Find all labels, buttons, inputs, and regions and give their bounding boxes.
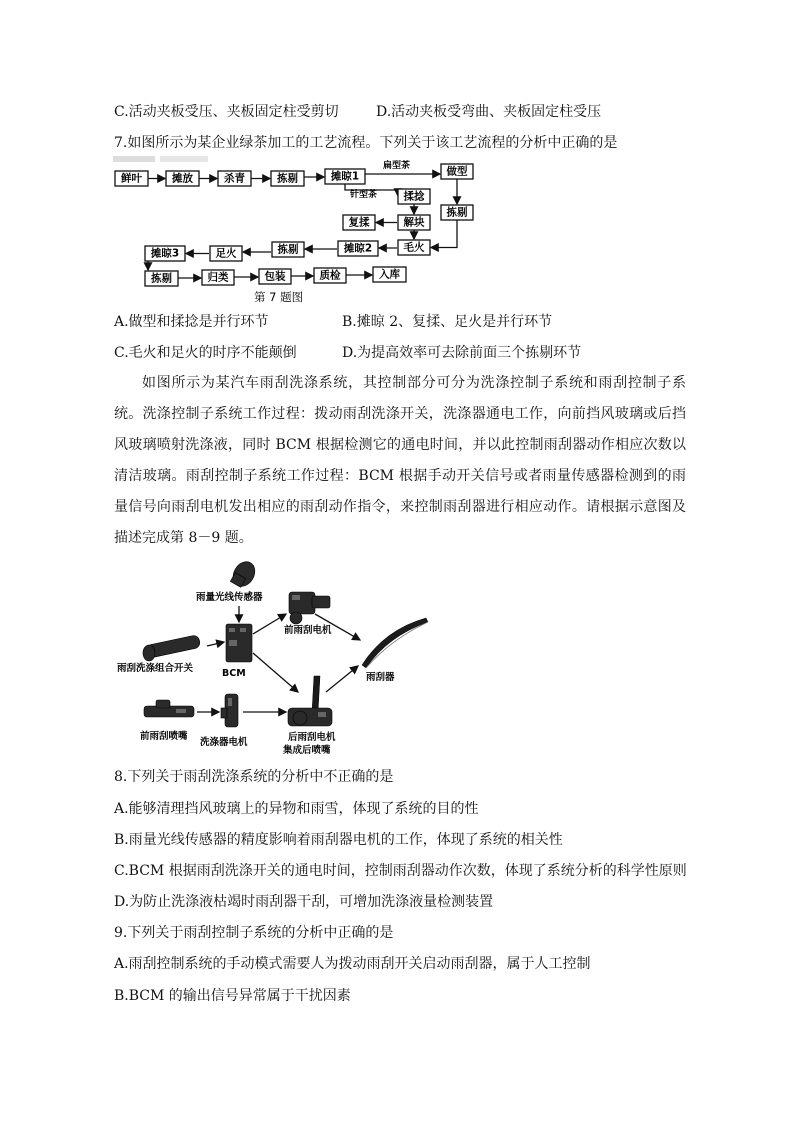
step-ruku — [373, 267, 406, 282]
step-jianbie-1 — [271, 171, 304, 186]
q7-option-d: D.为提高效率可去除前面三个拣剔环节 — [342, 345, 582, 361]
svg-text:拣剔: 拣剔 — [446, 206, 468, 219]
label-zhenxingcha: 针型茶 — [350, 190, 378, 200]
step-zuhuo — [210, 246, 242, 261]
wiper-system-diagram — [112, 555, 442, 760]
q6-option-d: D.活动夹板受弯曲、夹板固定柱受压 — [376, 104, 602, 120]
q7-option-b: B.摊晾 2、复揉、足火是并行环节 — [342, 314, 553, 330]
step-zhijian — [314, 268, 346, 283]
svg-text:拣剔: 拣剔 — [151, 272, 172, 285]
step-shaqing — [218, 171, 251, 186]
svg-text:归类: 归类 — [207, 271, 229, 284]
q9-stem: 9.下列关于雨刮控制子系统的分析中正确的是 — [114, 925, 394, 941]
label-front-nozzle: 前雨刮喷嘴 — [140, 731, 188, 742]
label-bianxingcha: 扁型茶 — [383, 161, 411, 171]
svg-text:杀青: 杀青 — [224, 172, 245, 185]
svg-text:包装: 包装 — [264, 270, 286, 283]
q8-option-d: D.为防止洗涤液枯竭时雨刮器干刮，可增加洗涤液量检测装置 — [114, 894, 494, 910]
rear-wiper-motor-image — [288, 676, 332, 726]
svg-text:毛火: 毛火 — [403, 241, 425, 254]
step-xianye — [115, 171, 148, 186]
combination-switch-image — [143, 635, 201, 661]
svg-text:摊放: 摊放 — [172, 172, 193, 185]
intro-paragraph: 如图所示为某汽车雨刮洗涤系统，其控制部分可分为洗涤控制子系统和雨刮控制子系统。洗涤控制子系统工作过程：拨动雨刮洗涤开关，洗涤器通电工作，向前挡风玻璃或后挡风玻璃喷射洗涤液，同时 BCM 根据检测它的通电时间，并以此控制雨刮器动作相应次数以清洁玻璃。雨刮控制子系统工作过程：BCM 根据手动开关信号或者雨量传感器检测到的雨量信号向雨刮电机发出相应的雨刮动作指令，来控制雨刮器进行相应动作。请根据示意图及描述完成第 8－9 题。 — [114, 375, 686, 546]
step-tanfang — [166, 171, 199, 186]
step-rounian — [398, 189, 430, 204]
step-baozhuang — [259, 269, 291, 284]
svg-text:揉捻: 揉捻 — [403, 190, 425, 203]
svg-text:足火: 足火 — [215, 247, 237, 260]
svg-text:拣剔: 拣剔 — [277, 243, 299, 256]
step-furou — [343, 215, 375, 230]
step-jianbie-2 — [441, 205, 473, 220]
label-front-motor: 前雨刮电机 — [284, 625, 332, 636]
step-jianbie-3 — [272, 242, 304, 257]
step-jiekuai — [398, 215, 430, 230]
q7-stem: 7.如图所示为某企业绿茶加工的工艺流程。下列关于该工艺流程的分析中正确的是 — [114, 135, 618, 151]
tea-process-flowchart — [110, 152, 480, 310]
svg-text:解块: 解块 — [403, 216, 425, 229]
q8-option-c: C.BCM 根据雨刮洗涤开关的通电时间，控制雨刮器动作次数，体现了系统分析的科学性原则 — [114, 863, 687, 879]
q9-option-b: B.BCM 的输出信号异常属于干扰因素 — [114, 988, 351, 1004]
q8-option-a: A.能够清理挡风玻璃上的异物和雨雪，体现了系统的目的性 — [114, 801, 479, 817]
label-bcm: BCM — [222, 668, 246, 679]
front-nozzle-image — [144, 700, 194, 717]
q7-option-c: C.毛火和足火的时序不能颠倒 — [114, 345, 297, 361]
label-washer-motor: 洗涤器电机 — [200, 737, 248, 748]
svg-text:摊晾2: 摊晾2 — [343, 242, 373, 255]
q6-option-c: C.活动夹板受压、夹板固定柱受剪切 — [114, 104, 339, 120]
label-rain-sensor: 雨量光线传感器 — [196, 592, 263, 603]
label-switch: 雨刮洗涤组合开关 — [117, 663, 194, 674]
label-wiper: 雨刮器 — [366, 672, 395, 683]
step-maohuo — [398, 240, 430, 255]
bcm-image — [226, 624, 252, 662]
q9-option-a: A.雨刮控制系统的手动模式需要人为拨动雨刮开关启动雨刮器，属于人工控制 — [114, 956, 591, 972]
svg-text:摊晾1: 摊晾1 — [330, 170, 360, 183]
washer-motor-image — [221, 694, 238, 727]
step-guilei — [202, 270, 234, 285]
q7-option-a: A.做型和揉捻是并行环节 — [114, 314, 269, 330]
label-rear-motor-2: 集成后喷嘴 — [283, 745, 331, 756]
svg-text:鲜叶: 鲜叶 — [121, 172, 142, 185]
svg-text:质检: 质检 — [319, 269, 341, 282]
svg-text:拣剔: 拣剔 — [277, 172, 298, 185]
svg-text:入库: 入库 — [379, 268, 400, 281]
step-jianbie-4 — [145, 271, 178, 286]
wiper-blade-image — [362, 618, 428, 668]
q8-stem: 8.下列关于雨刮洗涤系统的分析中不正确的是 — [114, 769, 394, 785]
step-tanliang-1 — [325, 169, 365, 184]
step-tanliang-3 — [145, 246, 185, 261]
svg-text:摊晾3: 摊晾3 — [150, 247, 180, 260]
label-rear-motor-1: 后雨刮电机 — [288, 732, 336, 743]
rain-sensor-image — [229, 558, 259, 591]
step-zuoxing — [441, 164, 473, 179]
q8-option-b: B.雨量光线传感器的精度影响着雨刮器电机的工作，体现了系统的相关性 — [114, 832, 563, 848]
q7-caption: 第 7 题图 — [254, 290, 304, 304]
svg-text:复揉: 复揉 — [348, 216, 370, 229]
svg-text:做型: 做型 — [446, 165, 468, 178]
step-tanliang-2 — [338, 241, 378, 256]
